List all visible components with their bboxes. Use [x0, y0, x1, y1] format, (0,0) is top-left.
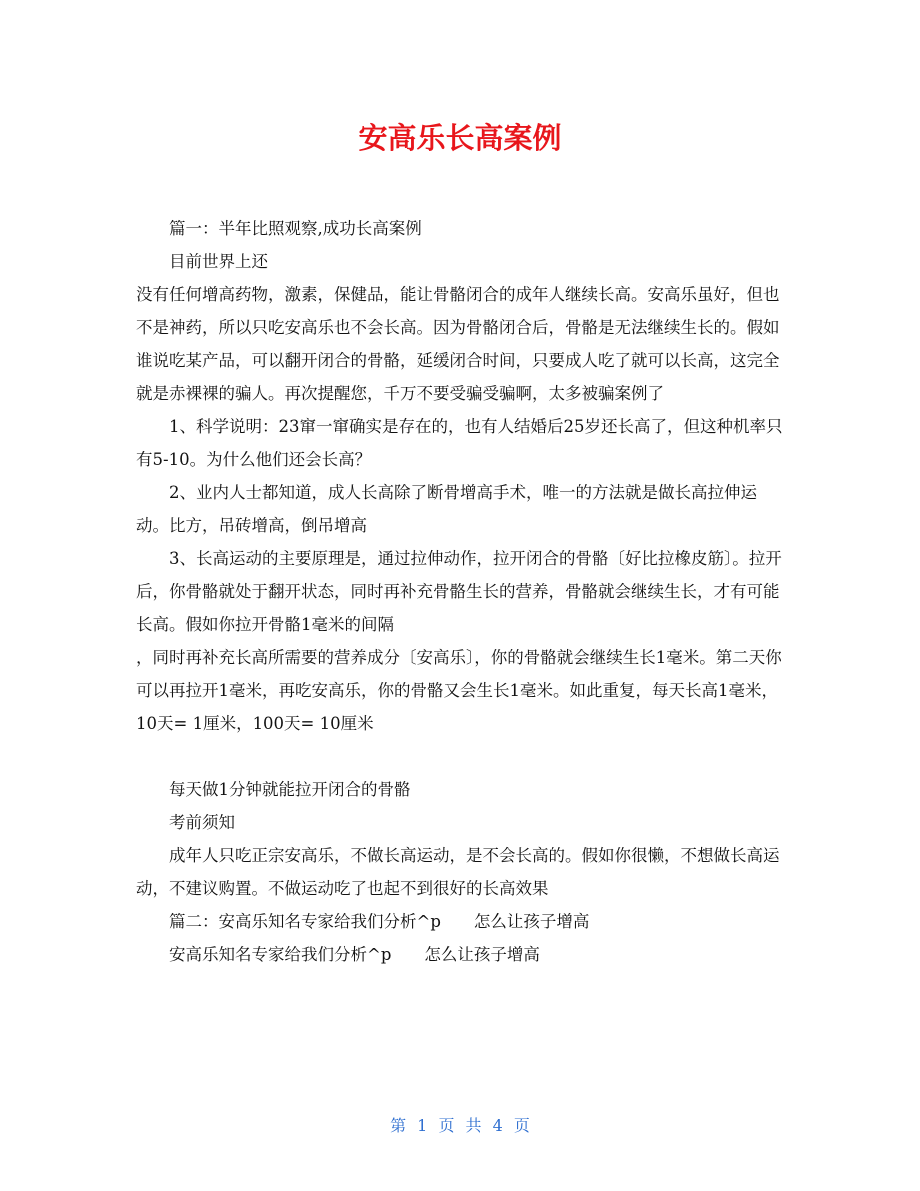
paragraph-intro-line: 目前世界上还	[169, 252, 268, 271]
page-number-footer: 第 1 页 共 4 页	[390, 1116, 530, 1135]
paragraph-point-2: 2、业内人士都知道，成人长高除了断骨增高手术，唯一的方法就是做长高拉伸运动。比方，吊砖增高，倒吊增高	[136, 483, 757, 535]
paragraph-point-3-continued: ，同时再补充长高所需要的营养成分〔安高乐〕，你的骨骼就会继续生长1毫米。第二天你可以再拉开1毫米，再吃安高乐，你的骨骼又会生长1毫米。如此重复，每天长高1毫米，10天= 1厘米，100天= 10厘米	[136, 648, 782, 733]
document-title: 安高乐长高案例	[358, 121, 562, 155]
paragraph-spacer	[136, 740, 786, 773]
section-heading-2: 篇二：安高乐知名专家给我们分析^p 怎么让孩子增高	[169, 912, 590, 931]
paragraph-daily-exercise: 每天做1分钟就能拉开闭合的骨骼	[169, 780, 411, 799]
paragraph-point-1: 1、科学说明：23窜一窜确实是存在的，也有人结婚后25岁还长高了，但这种机率只有5-10。为什么他们还会长高？	[136, 417, 783, 469]
section-heading-1: 篇一：半年比照观察,成功长高案例	[169, 219, 422, 238]
paragraph-notice-heading: 考前须知	[169, 813, 235, 832]
paragraph-intro-body: 没有任何增高药物，激素，保健品，能让骨骼闭合的成年人继续长高。安高乐虽好，但也不是神药，所以只吃安高乐也不会长高。因为骨骼闭合后，骨骼是无法继续生长的。假如谁说吃某产品，可以翻开闭合的骨骼，延缓闭合时间，只要成人吃了就可以长高，这完全就是赤裸裸的骗人。再次提醒您，千万不要受骗受骗啊，太多被骗案例了	[136, 285, 780, 403]
paragraph-point-3: 3、长高运动的主要原理是，通过拉伸动作，拉开闭合的骨骼〔好比拉橡皮筋〕。拉开后，你骨骼就处于翻开状态，同时再补充骨骼生长的营养，骨骼就会继续生长，才有可能长高。假如你拉开骨骼1毫米的间隔	[136, 549, 782, 634]
paragraph-expert-line: 安高乐知名专家给我们分析^p 怎么让孩子增高	[169, 945, 540, 964]
document-body	[136, 212, 786, 971]
paragraph-notice-body: 成年人只吃正宗安高乐，不做长高运动，是不会长高的。假如你很懒，不想做长高运动，不建议购置。不做运动吃了也起不到很好的长高效果	[136, 846, 780, 898]
